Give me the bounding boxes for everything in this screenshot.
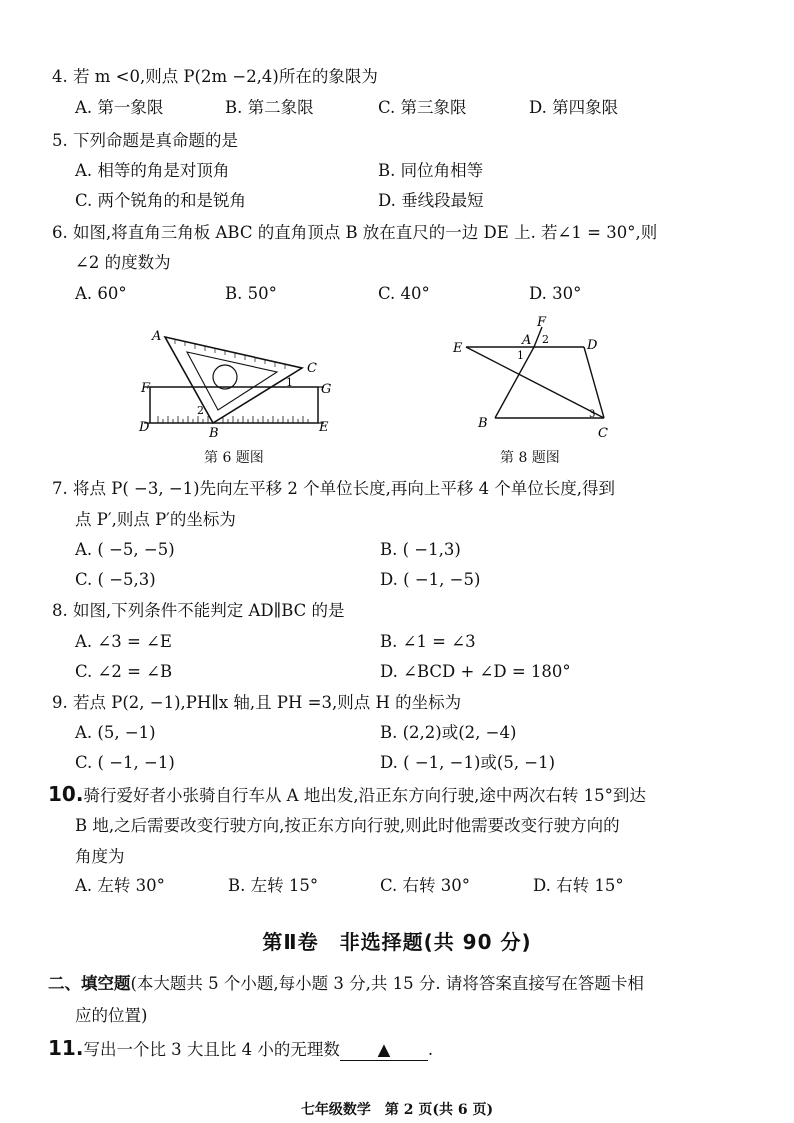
fig6-label-f: F: [141, 381, 151, 396]
triangle-hole: [213, 365, 237, 389]
q11-stem: 写出一个比 3 大且比 4 小的无理数: [83, 1040, 340, 1059]
q6-stem-line2: ∠2 的度数为: [75, 253, 171, 272]
q6-option-c: C. 40°: [378, 284, 430, 303]
fig8-angle-2: 2: [542, 333, 549, 346]
triangle-abc: [165, 337, 302, 423]
q9-option-c: C. ( −1, −1): [75, 753, 175, 772]
figure-8: [450, 313, 630, 443]
q4-option-a: A. 第一象限: [75, 98, 164, 117]
line-ba: [495, 347, 534, 418]
fig8-label-c: C: [598, 426, 608, 441]
triangle-marker-icon: ▲: [377, 1040, 391, 1059]
q5-stem: 5. 下列命题是真命题的是: [52, 131, 238, 150]
part2-instructions-line2: 应的位置): [75, 1006, 148, 1025]
fig8-label-a: A: [522, 333, 532, 348]
q7-stem-line1: 7. 将点 P( −3, −1)先向左平移 2 个单位长度,再向上平移 4 个单位长度,得到: [52, 479, 616, 498]
fig6-angle-2: 2: [197, 404, 204, 417]
q10-option-b: B. 左转 15°: [228, 876, 319, 895]
q9-option-d: D. ( −1, −1)或(5, −1): [380, 753, 556, 772]
fig8-label-f: F: [537, 315, 547, 330]
fig6-label-e: E: [319, 420, 329, 435]
fig8-angle-1: 1: [517, 349, 524, 362]
q10-line1: [48, 783, 646, 807]
q8-stem: 8. 如图,下列条件不能判定 AD∥BC 的是: [52, 601, 345, 620]
fig8-angle-3: 3: [589, 409, 596, 420]
q7-option-a: A. ( −5, −5): [75, 540, 175, 559]
fig6-caption: 第 6 题图: [204, 450, 264, 466]
fig8-caption: 第 8 题图: [500, 450, 560, 466]
ruler-ticks: [158, 416, 308, 423]
q7-option-c: C. ( −5,3): [75, 570, 156, 589]
line-dc: [584, 347, 604, 418]
section-title: 第Ⅱ卷 非选择题(共 90 分): [262, 930, 532, 954]
line-af: [534, 327, 542, 347]
q5-option-b: B. 同位角相等: [378, 161, 484, 180]
q10-line2: B 地,之后需要改变行驶方向,按正东方向行驶,则此时他需要改变行驶方向的: [75, 816, 620, 835]
q7-option-d: D. ( −1, −5): [380, 570, 481, 589]
q8-option-a: A. ∠3 = ∠E: [75, 632, 172, 651]
part2-heading: 二、填空题: [48, 974, 131, 993]
line-ec: [466, 347, 604, 418]
fig8-label-d: D: [587, 338, 598, 353]
q10-line3: 角度为: [75, 847, 125, 866]
q9-option-b: B. (2,2)或(2, −4): [380, 723, 517, 742]
q10-option-c: C. 右转 30°: [380, 876, 471, 895]
fig6-label-g: G: [321, 382, 332, 397]
part2-heading-line1: [48, 973, 644, 995]
q7-option-b: B. ( −1,3): [380, 540, 461, 559]
page-footer: 七年级数学 第 2 页(共 6 页): [300, 1102, 494, 1118]
fig6-label-d: D: [139, 420, 150, 435]
q10-line1-text: 骑行爱好者小张骑自行车从 A 地出发,沿正东方向行驶,途中两次右转 15°到达: [83, 786, 646, 805]
q10-option-d: D. 右转 15°: [533, 876, 624, 895]
q10-option-a: A. 左转 30°: [75, 876, 165, 895]
q11-number: 11.: [48, 1036, 84, 1060]
q8-option-c: C. ∠2 = ∠B: [75, 662, 173, 681]
q5-option-a: A. 相等的角是对顶角: [75, 161, 230, 180]
q8-option-d: D. ∠BCD + ∠D = 180°: [380, 662, 571, 681]
fig6-label-c: C: [307, 361, 317, 376]
q7-stem-line2: 点 P′,则点 P′的坐标为: [75, 510, 236, 529]
q11-end: .: [427, 1040, 434, 1059]
q6-option-b: B. 50°: [225, 284, 277, 303]
q6-stem-line1: 6. 如图,将直角三角板 ABC 的直角顶点 B 放在直尺的一边 DE 上. 若∠1 = 30°,则: [52, 223, 658, 242]
q9-option-a: A. (5, −1): [75, 723, 156, 742]
q5-option-d: D. 垂线段最短: [378, 191, 484, 210]
fig8-label-e: E: [453, 341, 463, 356]
figure-6: [130, 320, 340, 445]
q6-option-d: D. 30°: [529, 284, 582, 303]
q6-option-a: A. 60°: [75, 284, 127, 303]
q11-answer-blank[interactable]: [340, 1040, 428, 1061]
q4-option-c: C. 第三象限: [378, 98, 467, 117]
fig6-angle-1: 1: [286, 376, 293, 389]
q5-option-c: C. 两个锐角的和是锐角: [75, 191, 247, 210]
q9-stem: 9. 若点 P(2, −1),PH∥x 轴,且 PH =3,则点 H 的坐标为: [52, 693, 462, 712]
q10-number: 10.: [48, 782, 84, 806]
fig6-label-a: A: [152, 329, 162, 344]
q4-stem: 4. 若 m <0,则点 P(2m −2,4)所在的象限为: [52, 67, 378, 86]
part2-instructions-line1: (本大题共 5 个小题,每小题 3 分,共 15 分. 请将答案直接写在答题卡相: [130, 974, 644, 993]
q11-line: [48, 1037, 433, 1061]
q8-option-b: B. ∠1 = ∠3: [380, 632, 476, 651]
q4-option-d: D. 第四象限: [529, 98, 619, 117]
q4-option-b: B. 第二象限: [225, 98, 314, 117]
fig6-label-b: B: [209, 426, 219, 441]
fig8-label-b: B: [478, 416, 488, 431]
